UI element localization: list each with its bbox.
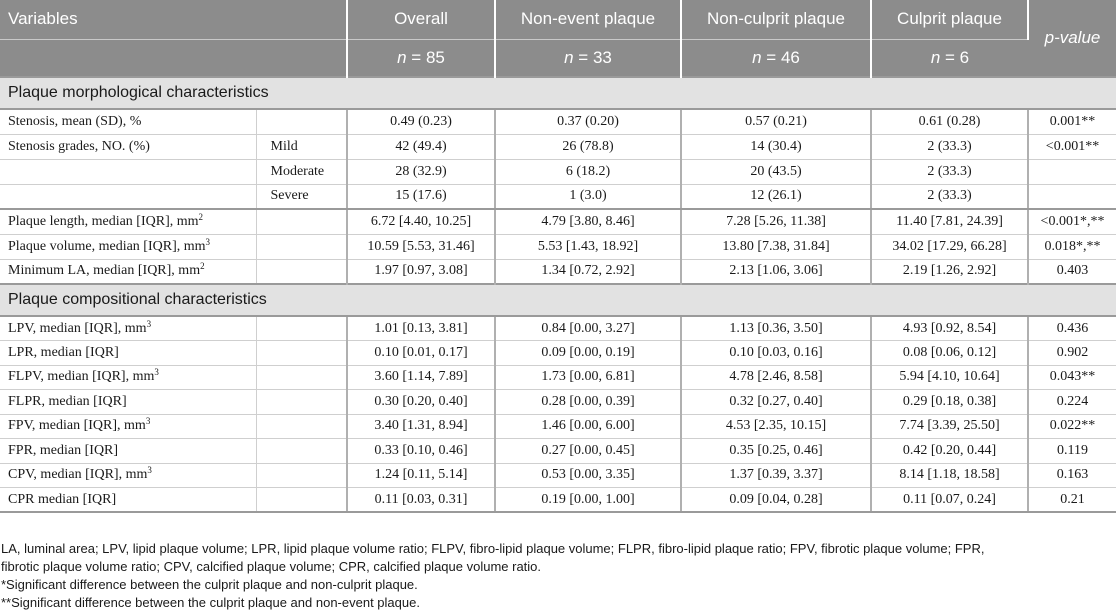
header-culprit: Culprit plaque xyxy=(871,0,1028,39)
cell-non-culprit: 0.35 [0.25, 0.46] xyxy=(681,439,871,464)
cell-non-event: 26 (78.8) xyxy=(495,134,681,159)
row-sublabel xyxy=(256,109,347,134)
row-sublabel xyxy=(256,463,347,488)
cell-pvalue xyxy=(1028,184,1116,209)
cell-pvalue: 0.21 xyxy=(1028,488,1116,513)
cell-culprit: 34.02 [17.29, 66.28] xyxy=(871,234,1028,259)
cell-overall: 1.24 [0.11, 5.14] xyxy=(347,463,495,488)
cell-non-culprit: 13.80 [7.38, 31.84] xyxy=(681,234,871,259)
cell-culprit: 2.19 [1.26, 2.92] xyxy=(871,259,1028,284)
row-label xyxy=(0,184,256,209)
cell-non-culprit: 1.13 [0.36, 3.50] xyxy=(681,316,871,341)
cell-non-culprit: 4.78 [2.46, 8.58] xyxy=(681,365,871,390)
row-sublabel xyxy=(256,390,347,415)
table-row xyxy=(0,209,1116,234)
cell-overall: 42 (49.4) xyxy=(347,134,495,159)
section-morphological xyxy=(0,77,1116,109)
row-sublabel: Severe xyxy=(256,184,347,209)
cell-non-event: 4.79 [3.80, 8.46] xyxy=(495,209,681,234)
cell-pvalue: 0.018*,** xyxy=(1028,234,1116,259)
cell-non-event: 1.34 [0.72, 2.92] xyxy=(495,259,681,284)
cell-overall: 0.10 [0.01, 0.17] xyxy=(347,341,495,366)
section-title-morphological: Plaque morphological characteristics xyxy=(0,77,1116,109)
row-label: Stenosis grades, NO. (%) xyxy=(0,134,256,159)
footnote-abbreviations-1: LA, luminal area; LPV, lipid plaque volume; LPR, lipid plaque volume ratio; FLPV, fibro-lipid plaque volume; FLPR, fibro-lipid plaque ratio; FPV, fibrotic plaque volume; FPR, xyxy=(1,541,985,556)
table-row xyxy=(0,390,1116,415)
row-sublabel: Moderate xyxy=(256,159,347,184)
cell-non-event: 1.46 [0.00, 6.00] xyxy=(495,414,681,439)
cell-overall: 10.59 [5.53, 31.46] xyxy=(347,234,495,259)
cell-pvalue: 0.902 xyxy=(1028,341,1116,366)
row-label xyxy=(0,159,256,184)
cell-culprit: 11.40 [7.81, 24.39] xyxy=(871,209,1028,234)
cell-pvalue: 0.001** xyxy=(1028,109,1116,134)
cell-overall: 15 (17.6) xyxy=(347,184,495,209)
cell-culprit: 7.74 [3.39, 25.50] xyxy=(871,414,1028,439)
cell-non-event: 0.09 [0.00, 0.19] xyxy=(495,341,681,366)
cell-non-culprit: 20 (43.5) xyxy=(681,159,871,184)
table-row xyxy=(0,488,1116,513)
cell-non-culprit: 1.37 [0.39, 3.37] xyxy=(681,463,871,488)
header-overall: Overall xyxy=(347,0,495,39)
cell-culprit: 2 (33.3) xyxy=(871,134,1028,159)
row-sublabel xyxy=(256,365,347,390)
row-label: LPR, median [IQR] xyxy=(0,341,256,366)
section-compositional xyxy=(0,284,1116,316)
table-footnotes xyxy=(0,540,1116,612)
table-row xyxy=(0,159,1116,184)
header-variables-blank xyxy=(0,39,347,77)
row-sublabel: Mild xyxy=(256,134,347,159)
cell-overall: 0.30 [0.20, 0.40] xyxy=(347,390,495,415)
cell-culprit: 8.14 [1.18, 18.58] xyxy=(871,463,1028,488)
cell-non-culprit: 14 (30.4) xyxy=(681,134,871,159)
cell-pvalue: 0.163 xyxy=(1028,463,1116,488)
header-row-counts xyxy=(0,39,1116,77)
cell-pvalue xyxy=(1028,159,1116,184)
cell-culprit: 0.11 [0.07, 0.24] xyxy=(871,488,1028,513)
cell-non-culprit: 0.10 [0.03, 0.16] xyxy=(681,341,871,366)
table-row xyxy=(0,341,1116,366)
cell-pvalue: 0.119 xyxy=(1028,439,1116,464)
table-row xyxy=(0,439,1116,464)
cell-overall: 0.11 [0.03, 0.31] xyxy=(347,488,495,513)
n-symbol: n xyxy=(752,47,762,67)
cell-culprit: 2 (33.3) xyxy=(871,159,1028,184)
row-label: LPV, median [IQR], $mm^3$ xyxy=(0,316,256,341)
row-sublabel xyxy=(256,209,347,234)
table-row xyxy=(0,109,1116,134)
table-row xyxy=(0,365,1116,390)
header-pvalue xyxy=(1028,0,1116,77)
cell-non-event: 6 (18.2) xyxy=(495,159,681,184)
cell-pvalue: 0.403 xyxy=(1028,259,1116,284)
cell-culprit: 0.29 [0.18, 0.38] xyxy=(871,390,1028,415)
cell-non-event: 0.19 [0.00, 1.00] xyxy=(495,488,681,513)
section-title-compositional: Plaque compositional characteristics xyxy=(0,284,1116,316)
row-sublabel xyxy=(256,414,347,439)
footnote-abbreviations-2: fibrotic plaque volume ratio; CPV, calcified plaque volume; CPR, calcified plaque volume ratio. xyxy=(1,559,542,574)
cell-non-culprit: 12 (26.1) xyxy=(681,184,871,209)
footnote-significance-1: *Significant difference between the culprit plaque and non-culprit plaque. xyxy=(1,577,418,592)
row-label: FLPV, median [IQR], $mm^3$ xyxy=(0,365,256,390)
cell-pvalue: 0.022** xyxy=(1028,414,1116,439)
cell-pvalue: <0.001** xyxy=(1028,134,1116,159)
header-pvalue-text: p-value xyxy=(1044,28,1101,47)
cell-pvalue: 0.436 xyxy=(1028,316,1116,341)
cell-culprit: 0.08 [0.06, 0.12] xyxy=(871,341,1028,366)
row-label: Plaque volume, median [IQR], $mm^3$ xyxy=(0,234,256,259)
header-n-non-culprit: n = 46 xyxy=(681,39,871,77)
cell-culprit: 4.93 [0.92, 8.54] xyxy=(871,316,1028,341)
cell-overall: 0.49 (0.23) xyxy=(347,109,495,134)
header-n-overall: n = 85 xyxy=(347,39,495,77)
row-label: FPV, median [IQR], $mm^3$ xyxy=(0,414,256,439)
cell-culprit: 0.42 [0.20, 0.44] xyxy=(871,439,1028,464)
header-non-event: Non-event plaque xyxy=(495,0,681,39)
table-row xyxy=(0,134,1116,159)
row-label: Plaque length, median [IQR], $mm^2$ xyxy=(0,209,256,234)
cell-overall: 28 (32.9) xyxy=(347,159,495,184)
cell-overall: 0.33 [0.10, 0.46] xyxy=(347,439,495,464)
row-label: FPR, median [IQR] xyxy=(0,439,256,464)
header-n-non-event: n = 33 xyxy=(495,39,681,77)
cell-non-culprit: 2.13 [1.06, 3.06] xyxy=(681,259,871,284)
cell-non-event: 5.53 [1.43, 18.92] xyxy=(495,234,681,259)
cell-non-event: 1 (3.0) xyxy=(495,184,681,209)
table-row xyxy=(0,234,1116,259)
cell-non-culprit: 0.32 [0.27, 0.40] xyxy=(681,390,871,415)
cell-non-event: 0.37 (0.20) xyxy=(495,109,681,134)
header-non-culprit: Non-culprit plaque xyxy=(681,0,871,39)
cell-non-culprit: 0.57 (0.21) xyxy=(681,109,871,134)
row-label: Minimum LA, median [IQR], $mm^2$ xyxy=(0,259,256,284)
table-row xyxy=(0,463,1116,488)
cell-overall: 1.01 [0.13, 3.81] xyxy=(347,316,495,341)
row-sublabel xyxy=(256,316,347,341)
cell-culprit: 2 (33.3) xyxy=(871,184,1028,209)
row-sublabel xyxy=(256,439,347,464)
cell-non-culprit: 0.09 [0.04, 0.28] xyxy=(681,488,871,513)
n-symbol: n xyxy=(397,47,407,67)
cell-non-event: 0.84 [0.00, 3.27] xyxy=(495,316,681,341)
row-sublabel xyxy=(256,341,347,366)
header-n-culprit: n = 6 xyxy=(871,39,1028,77)
cell-overall: 6.72 [4.40, 10.25] xyxy=(347,209,495,234)
header-row-titles xyxy=(0,0,1116,39)
row-label: Stenosis, mean (SD), % xyxy=(0,109,256,134)
footnote-significance-2: **Significant difference between the culprit plaque and non-event plaque. xyxy=(1,595,420,610)
cell-non-event: 0.27 [0.00, 0.45] xyxy=(495,439,681,464)
cell-non-event: 0.28 [0.00, 0.39] xyxy=(495,390,681,415)
row-sublabel xyxy=(256,234,347,259)
table-row xyxy=(0,259,1116,284)
cell-pvalue: <0.001*,** xyxy=(1028,209,1116,234)
row-label: FLPR, median [IQR] xyxy=(0,390,256,415)
n-symbol: n xyxy=(564,47,574,67)
header-variables: Variables xyxy=(0,0,347,39)
table-row xyxy=(0,414,1116,439)
n-symbol: n xyxy=(930,47,941,67)
row-sublabel xyxy=(256,259,347,284)
cell-overall: 1.97 [0.97, 3.08] xyxy=(347,259,495,284)
row-sublabel xyxy=(256,488,347,513)
cell-culprit: 5.94 [4.10, 10.64] xyxy=(871,365,1028,390)
table-row xyxy=(0,316,1116,341)
cell-overall: 3.40 [1.31, 8.94] xyxy=(347,414,495,439)
cell-overall: 3.60 [1.14, 7.89] xyxy=(347,365,495,390)
cell-pvalue: 0.224 xyxy=(1028,390,1116,415)
row-label: CPV, median [IQR], $mm^3$ xyxy=(0,463,256,488)
cell-culprit: 0.61 (0.28) xyxy=(871,109,1028,134)
row-label: CPR median [IQR] xyxy=(0,488,256,513)
cell-non-culprit: 4.53 [2.35, 10.15] xyxy=(681,414,871,439)
cell-pvalue: 0.043** xyxy=(1028,365,1116,390)
table-row xyxy=(0,184,1116,209)
cell-non-culprit: 7.28 [5.26, 11.38] xyxy=(681,209,871,234)
cell-non-event: 0.53 [0.00, 3.35] xyxy=(495,463,681,488)
cell-non-event: 1.73 [0.00, 6.81] xyxy=(495,365,681,390)
